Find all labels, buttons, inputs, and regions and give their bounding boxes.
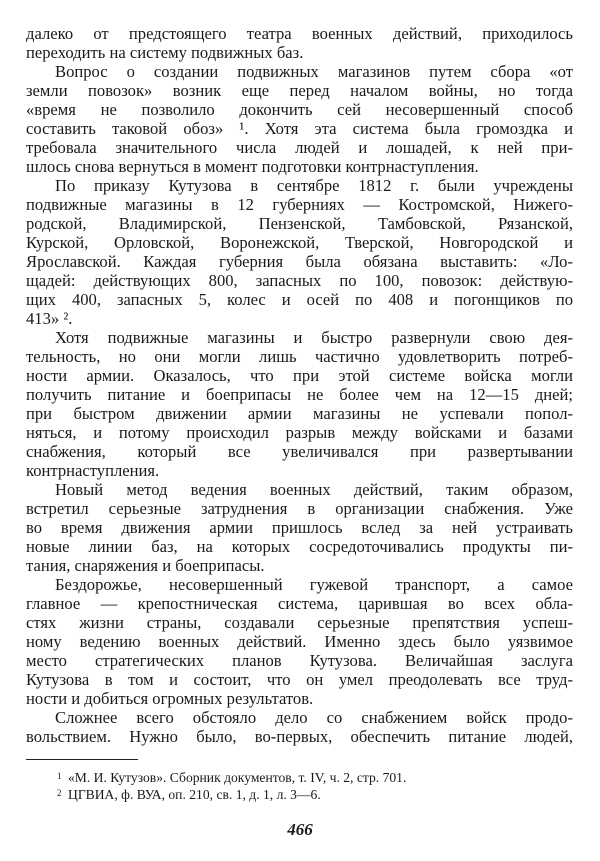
text-line: ному ведению военных действий. Именно здесь было уязвимое (26, 632, 573, 651)
paragraph (26, 480, 573, 575)
text-line: вольствием. Нужно было, во-первых, обеспечить питание людей, (26, 727, 573, 746)
text-line: требовала значительного числа людей и лошадей, к ней при- (26, 138, 573, 157)
footnotes (57, 770, 577, 803)
footnote-text: «М. И. Кутузов». Сборник документов, т. IV, ч. 2, стр. 701. (68, 770, 407, 785)
text-line: ности и добиться огромных результатов. (26, 689, 314, 708)
text-line: переходить на систему подвижных баз. (26, 43, 304, 62)
text-line: составить таковой обоз» ¹. Хотя эта система была громоздка и (26, 119, 573, 138)
text-line: Ярославской. Каждая губерния была обязана выставить: «Ло- (26, 252, 573, 271)
text-line: ности армии. Оказалось, что при этой системе войска могли (26, 366, 573, 385)
text-line: Курской, Орловской, Воронежской, Тверской, Новгородской и (26, 233, 573, 252)
text-line: Новый метод ведения военных действий, таким образом, (55, 480, 573, 499)
page-number: 466 (287, 820, 313, 839)
text-line: новые линии баз, на которых сосредоточивались продукты пи- (26, 537, 573, 556)
text-line: Хотя подвижные магазины и быстро развернули свою дея- (55, 328, 573, 347)
paragraph (26, 176, 573, 328)
footnote (57, 770, 577, 787)
text-line: земли повозок» возник еще перед началом войны, но тогда (26, 81, 573, 100)
footnote (57, 787, 577, 804)
text-line: снабжения, который все увеличивался при развертывании (26, 442, 573, 461)
footnote-divider (26, 759, 138, 760)
text-line: щих 400, запасных 5, колес и осей по 408 и погонщиков по (26, 290, 573, 309)
text-line: стях жизни страны, создавали серьезные препятствия успеш- (26, 613, 573, 632)
paragraph (26, 328, 573, 480)
text-line: щадей: действующих 800, запасных по 100, повозок: действую- (26, 271, 573, 290)
footnote-mark: 1 (57, 771, 62, 781)
text-line: Кутузова в том и состоит, что он умел преодолевать все труд- (26, 670, 573, 689)
text-line: тельность, но они могли лишь частично удовлетворить потреб- (26, 347, 573, 366)
text-line: шлось снова вернуться в момент подготовки контрнаступления. (26, 157, 479, 176)
paragraph (26, 24, 573, 62)
text-line: получить питание и боеприпасы не более чем на 12—15 дней; (26, 385, 573, 404)
text-line: Вопрос о создании подвижных магазинов путем сбора «от (55, 62, 573, 81)
text-line: подвижные магазины в 12 губерниях — Костромской, Нижего- (26, 195, 573, 214)
text-line: няться, и потому происходил разрыв между войсками и базами (26, 423, 573, 442)
text-line: родской, Владимирской, Пензенской, Тамбовской, Рязанской, (26, 214, 573, 233)
text-line: встретил серьезные затруднения в организации снабжения. Уже (26, 499, 573, 518)
text-line: Сложнее всего обстояло дело со снабжением войск продо- (55, 708, 573, 727)
text-line: место стратегических планов Кутузова. Величайшая заслуга (26, 651, 573, 670)
paragraph (26, 708, 573, 746)
text-line: «время не позволило докончить сей несовершенный способ (26, 100, 573, 119)
text-line: Бездорожье, несовершенный гужевой транспорт, а самое (55, 575, 573, 594)
footnote-mark: 2 (57, 787, 62, 798)
text-line: главное — крепостническая система, царившая во всех обла- (26, 594, 573, 613)
text-line: во время движения армии пришлось вслед за ней устраивать (26, 518, 573, 537)
text-line: По приказу Кутузова в сентябре 1812 г. были учреждены (55, 176, 573, 195)
text-line: далеко от предстоящего театра военных действий, приходилось (26, 24, 573, 43)
body-text (26, 24, 573, 746)
text-line: контрнаступления. (26, 461, 160, 480)
text-line: при быстром движении армии магазины не успевали попол- (26, 404, 573, 423)
paragraph (26, 575, 573, 708)
text-line: 413» ². (26, 309, 73, 328)
paragraph (26, 62, 573, 176)
footnote-text: ЦГВИА, ф. ВУА, оп. 210, св. 1, д. 1, л. 3—6. (68, 786, 321, 802)
text-line: тания, снаряжения и боеприпасы. (26, 556, 265, 575)
